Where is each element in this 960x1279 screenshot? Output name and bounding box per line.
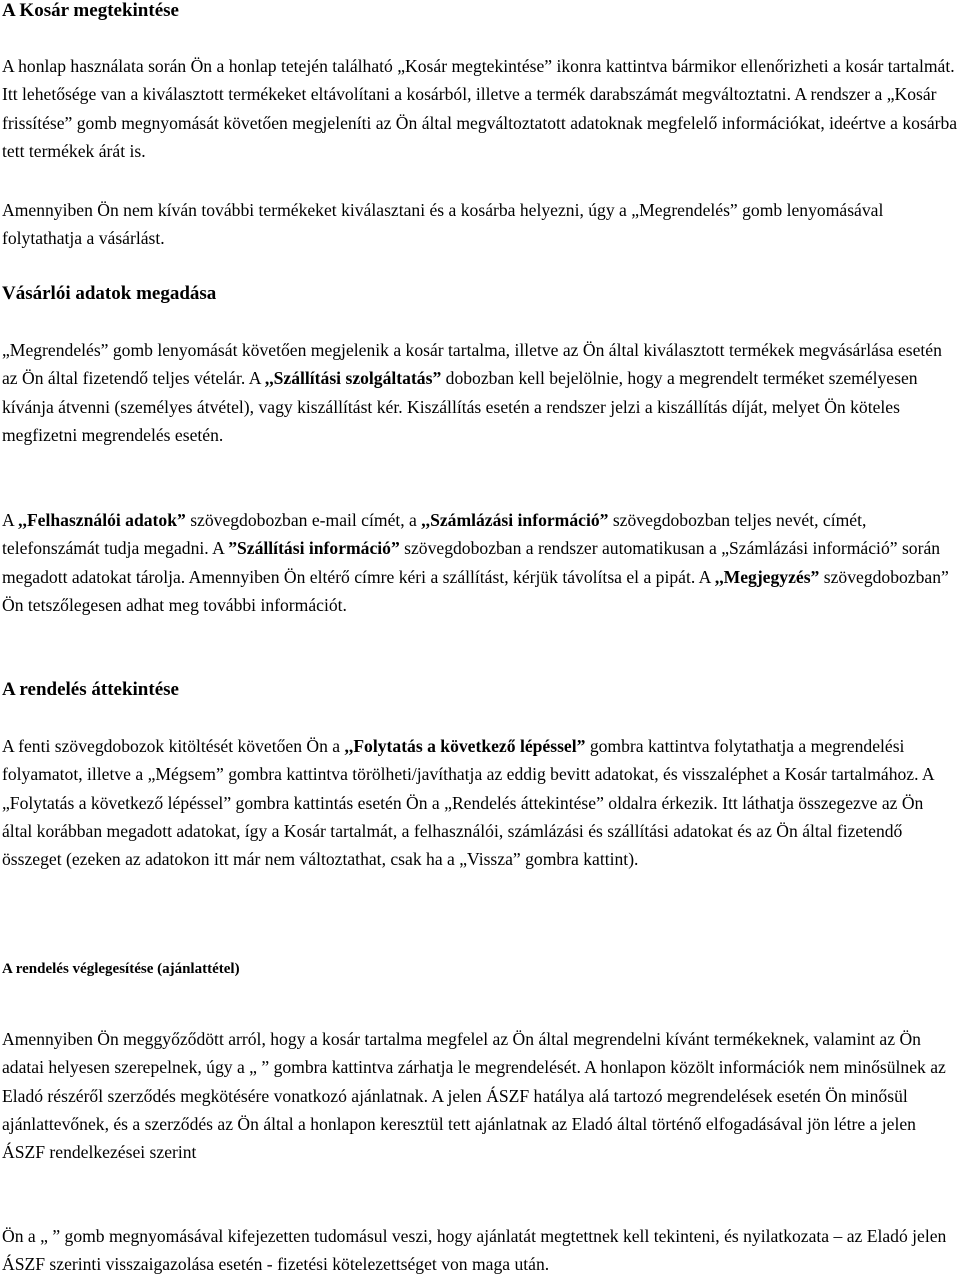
bold-folytatas-kovetkezo-lepessel: ,,Folytatás a következő lépéssel” (344, 736, 586, 756)
text-run: szövegdobozban” Ön tetszőlegesen adhat meg további információt. (2, 566, 949, 615)
text-run: szövegdobozban teljes nevét, címét, telefonszámát tudja megadni. A (2, 510, 867, 559)
text-run: dobozban kell bejelölnie, hogy a megrendelt terméket személyesen kívánja átvenni (személyes átvétel), vagy kiszállítást kér. Kiszállítás esetén a rendszer jelzi a kiszállítás díját, melyet Ön köteles megfizetni megrendelés esetén. (2, 368, 918, 445)
paragraph-vasarloi-2 (2, 506, 958, 619)
paragraph-kosar-1: A honlap használata során Ön a honlap tetején található „Kosár megtekintése” ikonra kattintva bármikor ellenőrizheti a kosár tartalmát. Itt lehetősége van a kiválasztott termékeket eltávolítani a kosárból, illetve a termék darabszámát megváltoztatni. A rendszer a „Kosár frissítése” gomb megnyomását követően megjeleníti az Ön által megváltoztatott adatoknak megfelelő információkat, ideértve a kosárba tett termékek árát is. (2, 56, 958, 161)
text-run: szövegdobozban a rendszer automatikusan a „Számlázási információ” során megadott adatokat tárolja. Amennyiben Ön eltérő címre kéri a szállítást, kérjük távolítsa el a pipát. A (2, 538, 941, 587)
paragraph-kosar-2: Amennyiben Ön nem kíván további termékeket kiválasztani és a kosárba helyezni, úgy a „Megrendelés” gomb lenyomásával folytathatja a vásárlást. (2, 200, 884, 249)
paragraph-vasarloi-1 (2, 336, 958, 449)
bold-megjegyzes: ,,Megjegyzés” (714, 566, 820, 587)
text-run: gombra kattintva folytathatja a megrendelési folyamatot, illetve a „Mégsem” gombra kattintva törölheti/javíthatja az eddig bevitt adatokat, és visszaléphet a Kosár tartalmához. A „Folytatás a következő lépéssel” gombra kattintás esetén Ön a „Rendelés áttekintése” oldalra érkezik. Itt láthatja összegezve az Ön által korábban megadott adatokat, így a Kosár tartalmát, a felhasználói, számlázási és szállítási adatokat és az Ön által fizetendő összeget (ezeken az adatokon itt már nem változtathat, csak ha a „Vissza” gombra kattint). (2, 736, 934, 870)
text-run: A (2, 510, 19, 530)
heading-vasarloi-adatok: Vásárlói adatok megadása (2, 283, 217, 304)
bold-szallitasi-szolgaltatas: ,,Szállítási szolgáltatás” (264, 368, 442, 389)
bold-szallitasi-informacio: ”Szállítási információ” (228, 538, 400, 559)
heading-rendeles-attekintese: A rendelés áttekintése (2, 679, 179, 700)
text-run: A fenti szövegdobozok kitöltését követően Ön a (2, 736, 345, 756)
paragraph-attekintes (2, 732, 958, 873)
paragraph-veglegesites-1: Amennyiben Ön meggyőződött arról, hogy a kosár tartalma megfelel az Ön által megrendelni kívánt termékeknek, valamint az Ön adatai helyesen szerepelnek, úgy a „ ” gombra kattintva zárhatja le megrendelését. A honlapon közölt információk nem minősülnek az Eladó részéről szerződés megkötésére vonatkozó ajánlatnak. A jelen ÁSZF hatálya alá tartozó megrendelések esetén Ön minősül ajánlattevőnek, és a szerződés az Ön által a honlapon keresztül tett ajánlatnak az Eladó által történő elfogadásával jön létre a jelen ÁSZF rendelkezései szerint (2, 1029, 946, 1163)
paragraph-veglegesites-2: Ön a „ ” gomb megnyomásával kifejezetten tudomásul veszi, hogy ajánlatát megtettnek kell tekinteni, és nyilatkozata – az Eladó jelen ÁSZF szerinti visszaigazolása esetén - fizetési kötelezettséget von maga után. (2, 1226, 947, 1275)
bold-szamlazasi-informacio: ,,Számlázási információ” (421, 510, 609, 530)
bold-felhasznaloi-adatok: ,,Felhasználói adatok” (18, 510, 186, 530)
text-run: szövegdobozban e-mail címét, a (185, 510, 422, 530)
heading-rendeles-veglegesitese: A rendelés véglegesítése (ajánlattétel) (2, 961, 240, 977)
heading-kosar-megtekintese: A Kosár megtekintése (2, 0, 179, 21)
text-run: „Megrendelés” gomb lenyomását követően megjelenik a kosár tartalma, illetve az Ön által kiválasztott termékek megvásárlása esetén az Ön által fizetendő teljes vételár. A (2, 340, 942, 389)
